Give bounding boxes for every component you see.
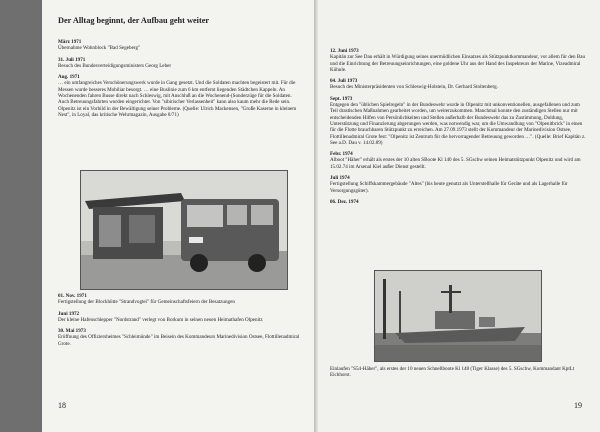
entry	[330, 151, 586, 170]
entry	[58, 293, 300, 306]
entry-list-top	[58, 39, 300, 118]
entry	[330, 78, 586, 91]
photo-blockhouse-van-image	[81, 171, 287, 289]
entry-date: 31. Juli 1971	[58, 56, 86, 63]
entry	[58, 328, 300, 347]
entry-date: 01. Nov. 1971	[58, 293, 87, 299]
entry	[330, 48, 586, 73]
entry-date: 04. Juli 1973	[330, 78, 358, 85]
right-page	[318, 0, 600, 432]
entry-text: Besuch des Ministerpräsidenten von Schleswig-Holstein, Dr. Gerhard Stoltenberg.	[330, 84, 498, 91]
entry	[58, 74, 300, 118]
entry-text: Kapitän zur See Dau erhält in Würdigung seines unermüdlichen Einsatzes als Stützpunktkommandeur, vor allem für den Bau und die Einrichtung der Betreuungseinrichtungen, eine goldene Uhr aus der Hand des Inspekteurs der Marine, Vizeadmiral Kühnle.	[330, 54, 586, 73]
entry-text: Fertigstellung der Blockhütte "Strandvogtei" für Gemeinschaftsfeiern der Besatzungen	[58, 299, 235, 306]
entry	[330, 96, 586, 146]
left-page	[42, 0, 314, 432]
page-number: 19	[574, 401, 582, 410]
entry-text: Besuch des Bundesverteidigungsministers Georg Leber	[58, 62, 172, 69]
entry-text: … ein umfangreiches Verschönerungswerk wurde in Gang gesetzt. Und die Soldaten machten begeistert mit. Für die Messen wurde besseres Mobiliar besorgt. … eine Buslinie zum 6 km entfernt liegenden Städtchen Kappeln. An Wochenenden fahren Busse direkt nach Schleswig, mit Anschluß an die Wochenend-(Sonderzüge für die Soldaten. Auch Betreuungsfahrten wurden eingerichtet. Von "sibirischer Verlassenheit" kann also kaum mehr die Rede sein. Olpenitz ist ein Vorbild in der Bewältigung seiner Probleme. (Quelle: Ulrich Mackensen, "Große Kaserne in kleinem Nest", in Loyal, das kritische Wehrmagazin, Ausgabe 8/71)	[58, 80, 297, 118]
entry-text: Entgegen den "üblichen Spielregeln" in der Bundeswehr wurde in Olpenitz mit unkonventionellen, ausgefallenen und zum Teil drastischen Maßnahmen gearbeitet worden, um weiterzukommen. Manchmal konnte den zuständigen Stellen nur mit entscheidenden Hilfen von Persönlichkeiten und Stellen außerhalb der Bundeswehr das zu Zustimmung, Duldung, Unterstützung und Finanzierung abgerungen werden, was notwendig war, um die Umwandlung von "Olpenitbrick" in einen für die Flotte brauchbaren Stützpunkt zu erreichen. Am 27.09.1973 stellt der Kommandeur der Marinedivision Ostsee, Flottillenadmiral Grote fest: "Olpenitz ist Zentrum für die hervorragender Betreuung geworden …". (Quelle: Brief Kapitän z. See a.D. Dau v. 14.02.89)	[330, 102, 586, 146]
entry	[58, 311, 300, 324]
entry-date: Juli 1974	[330, 175, 350, 182]
entry-text: Übernahme Wohnblock "Bad Segeberg"	[58, 45, 141, 52]
entry-date: Febr. 1974	[330, 151, 353, 158]
entry-text: Der kleine Hafenschlepper "Nordstrand" verlegt von Borkum in seinen neuen Heimathafen Olpenitz	[58, 316, 263, 323]
entry-date: 06. Dez. 1974	[330, 198, 359, 205]
entry-date: Juni 1972	[58, 310, 80, 317]
photo-harbor-boat-image	[375, 271, 541, 361]
entry-list	[330, 48, 586, 205]
entry-date: 12. Juni 1973	[330, 48, 359, 54]
page-heading: Der Alltag beginnt, der Aufbau geht weiter	[58, 16, 210, 25]
entry-date: März 1971	[58, 39, 82, 45]
entry-date: Sept. 1973	[330, 95, 353, 102]
entry-text: Eröffnung des Offiziersheimes "Schleimünde" im Beisein des Kommandeurs Marinedivision Ostsee, Flottillenadmiral Grote.	[58, 334, 300, 347]
photo-harbor-boat	[374, 270, 542, 362]
entry	[330, 199, 586, 205]
entry-date: 30. Mai 1973	[58, 328, 86, 335]
entry-text: Fertigstellung Schiffskammergebäude "Altes" (bis heute genutzt als Unterstellhalle für Geräte und als Lagerhalle für Versorgungsgüter).	[330, 181, 568, 194]
entry-date: Aug. 1971	[58, 74, 80, 81]
page-number: 18	[58, 401, 66, 410]
photo-caption: Einlaufen "S54-Häher", als erstes der 10 neuen Schnellboote Kl 148 (Tiger Klasse) des 5. SGschw, Kommandant KptLt Eichhorst.	[330, 366, 575, 379]
entry	[58, 39, 300, 52]
entry-list-bottom	[58, 293, 300, 352]
entry-text: Alboot "Häher" erhält als erstes der 10 alten SBoote Kl 140 des 5. SGschw seinen Heimatstützpunkt Olpenitz und wird am 15.02.74 im Arsenal Kiel außer Dienst gestellt.	[330, 157, 581, 170]
entry	[330, 175, 586, 194]
photo-blockhouse-van	[80, 170, 288, 290]
entry	[58, 57, 300, 70]
